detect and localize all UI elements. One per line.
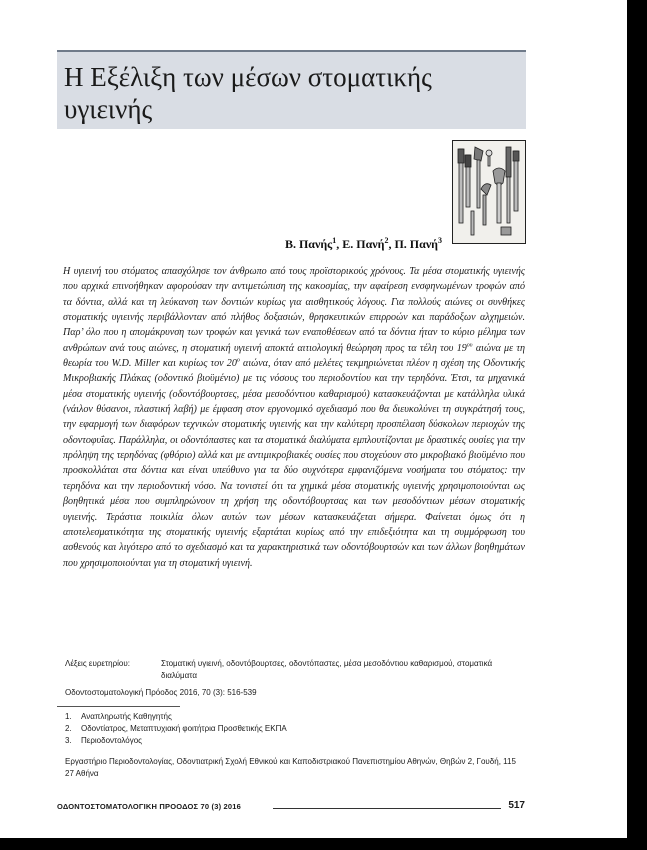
abstract-part: αιώνα, όταν από μελέτες τεκμηριώνεται πλέον η σχέση της Οδοντικής Μικροβιακής Πλάκας (οδοντικό βιοϋμένιο) με τις νόσους του περιοδοντίου και την τερηδόνα. Έτσι, τα μηχανικά μέσα στοματικής υγιεινής (οδοντόβουρτσες, μέσα μεσοδόντιου καθαρισμού) κατασκευάζονται με κατάλληλα υλικά (νάιλον θύσανοι, πλαστική λαβή) με έμφαση στον εργονομικό σχεδιασμό που θα διευκολύνει τη συγκράτησή τους, την εφαρμογή των διαφόρων τεχνικών στοματικής υγιεινής και την καλύτερη προσπέλαση δύσκολων περιοχών της οδοντοφυΐας. Παράλληλα, οι οδοντόπαστες και τα στοματικά διαλύματα εμπλουτίζονται με δραστικές ουσίες για την πρόληψη της τερηδόνας (φθόριο) αλλά και με αντιμικροβιακές ουσίες που στοχεύουν στο μικροβιακό βιοϋμένιο που προσκολλάται στα δόντια και είναι υπεύθυνο για τα δύο συχνότερα εμφανιζόμενα νοσήματα του στόματος: την τερηδόνα και την περιοδοντική νόσο. Να τονιστεί ότι τα χημικά μέσα στοματικής υγιεινής χρησιμοποιούνται ως βοηθητικά μέσα που συμπληρώνουν τη χρήση της οδοντόβουρτσας και των μεσοδόντιων μέσων στοματικής υγιεινής. Τεράστια ποικιλία όλων αυτών των μέσων κατασκευάζεται σήμερα. Φαίνεται όμως ότι η αποτελεσματικότητα της στοματικής υγιεινής εξαρτάται κυρίως από την επιδεξιότητα και τη συμμόρφωση του ασθενούς και λιγότερο από το σχεδιασμό και τα χαρακτηριστικά των οδοντόβουρτσών και των άλλων βοηθημάτων που χρησιμοποιούνται για τη στοματική υγιεινή.: [63, 358, 526, 569]
footnote-number: 2.: [65, 724, 72, 733]
author-affiliation-mark: 1: [332, 236, 337, 245]
footnote-item: [65, 711, 525, 723]
ordinal-superscript: ου: [466, 342, 473, 349]
keywords-list: Στοματική υγιεινή, οδοντόβουρτσες, οδοντόπαστες, μέσα μεσοδόντιου καθαρισμού, στοματικά διαλύματα: [161, 659, 493, 680]
author-name: Ε. Πανή: [342, 237, 385, 251]
abstract-text: [63, 264, 525, 571]
footnote-number: 1.: [65, 712, 72, 721]
footnote-text: Περιοδοντολόγος: [81, 736, 142, 745]
footnote-list: [65, 711, 525, 747]
author-affiliation-mark: 2: [384, 236, 389, 245]
affiliation: Εργαστήριο Περιοδοντολογίας, Οδοντιατρική Σχολή Εθνικού και Καποδιστριακού Πανεπιστημίου Αθηνών, Θηβών 2, Γουδή, 115 27 Αθήνα: [65, 757, 516, 778]
article-title: Η Εξέλιξη των μέσων στοματικής υγιεινής: [64, 62, 432, 124]
page-footer: [57, 801, 525, 815]
author-name: Β. Πανής: [284, 237, 333, 251]
footnote-text: Αναπληρωτής Καθηγητής: [81, 712, 172, 721]
page-number: 517: [508, 800, 525, 811]
author-name: Π. Πανή: [394, 237, 438, 251]
scan-border-bottom: [0, 838, 647, 850]
dental-instruments-illustration: [453, 141, 525, 243]
footnote-text: Οδοντίατρος, Μεταπτυχιακή φοιτήτρια Προσθετικής ΕΚΠΑ: [81, 724, 287, 733]
abstract-part: αιώνα με τη θεωρία του W.D. Miller και κυρίως τον 20: [63, 342, 525, 370]
author-affiliation-mark: 3: [438, 236, 442, 245]
dental-instruments-image: [452, 140, 526, 244]
footnote-divider: [57, 706, 180, 707]
journal-name: ΟΔΟΝΤΟΣΤΟΜΑΤΟΛΟΓΙΚΗ ΠΡΟΟΔΟΣ 70 (3) 2016: [57, 802, 242, 811]
author-list: Β. Πανής$^1$, Ε. Πανή$^2$, Π. Πανή$^3$: [284, 236, 442, 251]
footer-rule: [273, 808, 501, 809]
ordinal-superscript: ο: [236, 357, 240, 364]
footnote-item: [65, 735, 525, 747]
footnote-number: 3.: [65, 736, 72, 745]
title-banner: [57, 50, 526, 129]
scan-border-right: [627, 0, 647, 850]
citation: Οδοντοστοματολογική Πρόοδος 2016, 70 (3): 516-539: [65, 688, 257, 697]
keywords-label: Λέξεις ευρετηρίου:: [65, 659, 130, 668]
footnote-item: [65, 723, 525, 735]
abstract-part: Η υγιεινή του στόματος απασχόλησε τον άνθρωπο από τους προϊστορικούς χρόνους. Τα μέσα στοματικής υγιεινής που αρχικά επινοήθηκαν αφορούσαν την αντιμετώπιση της κακοσμίας, την αφαίρεση ενσφηνωμένων τροφών από τα δόντια, αλλά και τη λεύκανση των δοντιών κυρίως για αισθητικούς λόγους. Για πολλούς αιώνες οι συνθήκες στοματικής υγιεινής περιβάλλονταν από πλήθος δοξασιών, θρησκευτικών επιρροών και παράδοξων αλχημειών. Παρ’ όλο που η απομάκρυνση των τροφών και γενικά των εναποθέσεων από τα δόντια ήταν το κύριο μέλημα των ανθρώπων ανά τους αιώνες, η στοματική υγιεινή αποκτά αιτιολογική θεώρηση προς τα τέλη του 19: [63, 266, 525, 354]
